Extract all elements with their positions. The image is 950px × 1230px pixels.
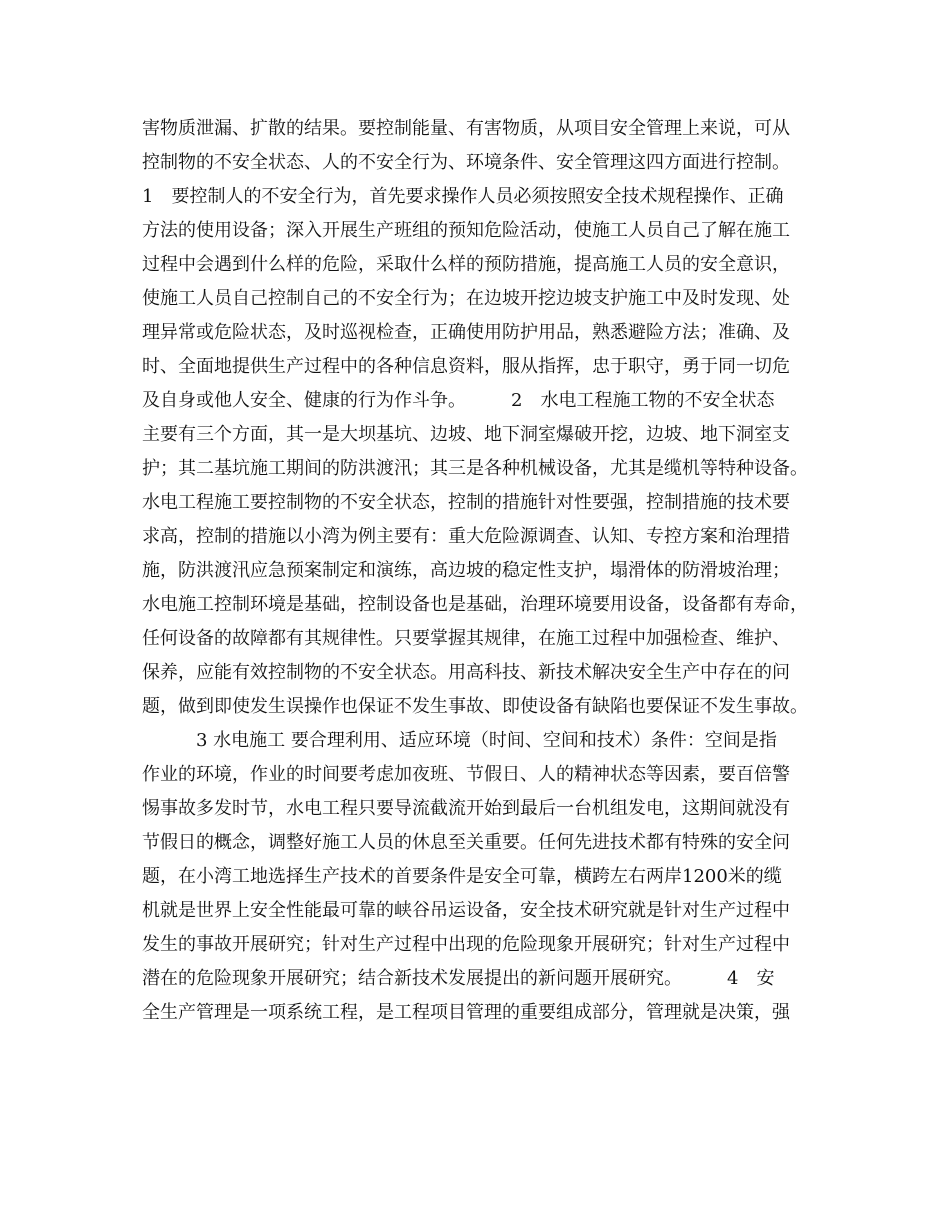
text-line: 控制物的不安全状态、人的不安全行为、环境条件、安全管理这四方面进行控制。 [142,152,790,173]
text-line: 求高，控制的措施以小湾为例主要有：重大危险源调查、认知、专控方案和治理措 [142,526,790,547]
text-line: 作业的环境，作业的时间要考虑加夜班、节假日、人的精神状态等因素，要百倍警 [142,764,790,785]
text-line: 害物质泄漏、扩散的结果。要控制能量、有害物质，从项目安全管理上来说，可从 [142,118,790,139]
text-line: 全生产管理是一项系统工程，是工程项目管理的重要组成部分，管理就是决策，强 [142,1002,790,1023]
text-line: 发生的事故开展研究；针对生产过程中出现的危险现象开展研究；针对生产过程中 [142,934,790,955]
text-line: 理异常或危险状态，及时巡视检查，正确使用防护用品，熟悉避险方法；准确、及 [142,322,790,343]
text-line: 方法的使用设备；深入开展生产班组的预知危险活动，使施工人员自己了解在施工 [142,220,790,241]
text-line: 主要有三个方面，其一是大坝基坑、边坡、地下洞室爆破开挖，边坡、地下洞室支 [142,424,790,445]
text-line: 使施工人员自己控制自己的不安全行为；在边坡开挖边坡支护施工中及时发现、处 [142,288,790,309]
text-line: 时、全面地提供生产过程中的各种信息资料，服从指挥，忠于职守，勇于同一切危 [142,356,790,377]
text-line: 任何设备的故障都有其规律性。只要掌握其规律，在施工过程中加强检查、维护、 [142,628,790,649]
text-line: 节假日的概念，调整好施工人员的休息至关重要。任何先进技术都有特殊的安全问 [142,832,790,853]
text-line: 1 要控制人的不安全行为，首先要求操作人员必须按照安全技术规程操作、正确 [142,186,784,207]
text-line: 潜在的危险现象开展研究；结合新技术发展提出的新问题开展研究。 4 安 [142,968,775,989]
text-line: 水电工程施工要控制物的不安全状态，控制的措施针对性要强，控制措施的技术要 [142,492,790,513]
text-line: 及自身或他人安全、健康的行为作斗争。 2 水电工程施工物的不安全状态 [142,390,775,411]
text-line: 水电施工控制环境是基础，控制设备也是基础，治理环境要用设备，设备都有寿命， [142,594,808,615]
text-line: 施，防洪渡汛应急预案制定和演练，高边坡的稳定性支护，塌滑体的防滑坡治理； [142,560,790,581]
text-line: 惕事故多发时节，水电工程只要导流截流开始到最后一台机组发电，这期间就没有 [142,798,790,819]
text-line: 题，做到即使发生误操作也保证不发生事故、即使设备有缺陷也要保证不发生事故。 [142,696,808,717]
text-line: 护；其二基坑施工期间的防洪渡汛；其三是各种机械设备，尤其是缆机等特种设备。 [142,458,808,479]
text-line: 过程中会遇到什么样的危险，采取什么样的预防措施，提高施工人员的安全意识， [142,254,790,275]
text-line: 机就是世界上安全性能最可靠的峡谷吊运设备，安全技术研究就是针对生产过程中 [142,900,790,921]
text-line: 保养，应能有效控制物的不安全状态。用高科技、新技术解决安全生产中存在的问 [142,662,790,683]
text-line: 题，在小湾工地选择生产技术的首要条件是安全可靠，横跨左右两岸1200米的缆 [142,866,782,887]
text-line: 3 水电施工 要合理利用、适应环境（时间、空间和技术）条件：空间是指 [142,730,777,751]
